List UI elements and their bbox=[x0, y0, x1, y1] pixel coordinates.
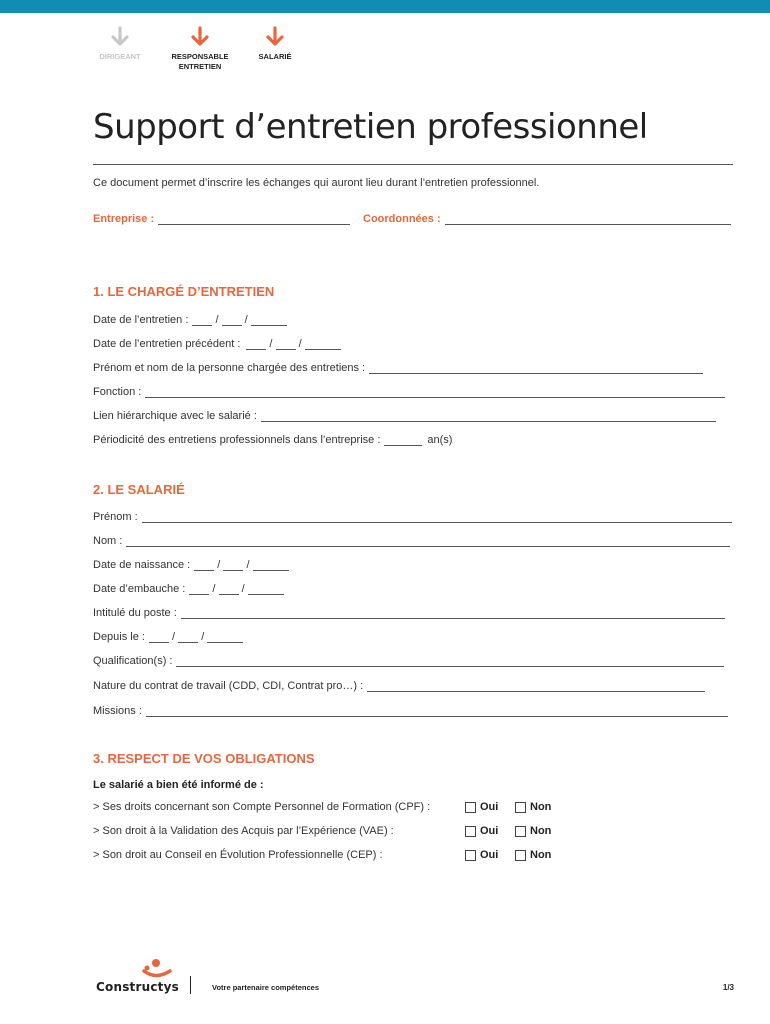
obligation-question: > Son droit au Conseil en Évolution Professionnelle (CEP) : bbox=[93, 849, 383, 861]
oui-checkbox[interactable] bbox=[465, 849, 498, 861]
non-label: Non bbox=[530, 825, 552, 837]
prenom-label: Prénom : bbox=[93, 511, 138, 523]
entreprise-input-line[interactable] bbox=[158, 213, 350, 225]
non-checkbox[interactable] bbox=[515, 801, 551, 813]
checkbox-icon[interactable] bbox=[465, 802, 476, 813]
top-color-bar bbox=[0, 0, 770, 13]
arrow-down-icon bbox=[266, 26, 284, 48]
fonction-field[interactable] bbox=[93, 386, 725, 398]
section1-title: 1. LE CHARGÉ D’ENTRETIEN bbox=[93, 284, 275, 299]
role-label: DIRIGEANT bbox=[99, 52, 141, 61]
date-embauche-input[interactable]: / / bbox=[189, 583, 283, 595]
page-number: 1/3 bbox=[722, 983, 734, 992]
entreprise-field[interactable] bbox=[93, 213, 350, 225]
nom-input-line[interactable] bbox=[126, 535, 730, 547]
periodicite-input-line[interactable] bbox=[384, 435, 422, 446]
qualification-input-line[interactable] bbox=[176, 655, 724, 667]
page-footer bbox=[96, 958, 736, 998]
periodicite-label: Périodicité des entretiens professionnels dans l’entreprise : bbox=[93, 434, 381, 446]
fonction-input-line[interactable] bbox=[145, 386, 725, 398]
nom-field[interactable] bbox=[93, 535, 730, 547]
date-naissance-label: Date de naissance : bbox=[93, 559, 191, 571]
coordonnees-input-line[interactable] bbox=[445, 213, 731, 225]
lien-hierarchique-input-line[interactable] bbox=[261, 410, 716, 422]
depuis-label: Depuis le : bbox=[93, 631, 145, 643]
brand-name: Constructys bbox=[96, 980, 179, 994]
obligation-cep-row bbox=[93, 849, 573, 863]
role-label: RESPONSABLE bbox=[171, 52, 229, 61]
intro-text: Ce document permet d’inscrire les échanges qui auront lieu durant l’entretien professionnel. bbox=[93, 177, 540, 189]
missions-label: Missions : bbox=[93, 705, 142, 717]
checkbox-icon[interactable] bbox=[515, 826, 526, 837]
oui-checkbox[interactable] bbox=[465, 825, 498, 837]
prenom-nom-charge-input-line[interactable] bbox=[369, 362, 703, 374]
depuis-input[interactable]: / / bbox=[149, 631, 243, 643]
entreprise-label: Entreprise : bbox=[93, 213, 155, 225]
checkbox-icon[interactable] bbox=[515, 802, 526, 813]
prenom-field[interactable] bbox=[93, 511, 732, 523]
date-entretien-field[interactable] bbox=[93, 314, 287, 326]
section3-title: 3. RESPECT DE VOS OBLIGATIONS bbox=[93, 751, 315, 766]
logo-figure-icon bbox=[142, 958, 182, 980]
date-precedent-label: Date de l’entretien précédent : bbox=[93, 338, 241, 350]
checkbox-icon[interactable] bbox=[515, 850, 526, 861]
date-embauche-label: Date d’embauche : bbox=[93, 583, 186, 595]
role-responsable bbox=[160, 26, 240, 72]
obligations-intro: Le salarié a bien été informé de : bbox=[93, 779, 264, 791]
periodicite-unit: an(s) bbox=[427, 434, 453, 446]
role-label: SALARIÉ bbox=[258, 52, 292, 61]
lien-hierarchique-label: Lien hiérarchique avec le salarié : bbox=[93, 410, 257, 422]
fonction-label: Fonction : bbox=[93, 386, 142, 398]
arrow-down-icon bbox=[111, 26, 129, 48]
intitule-poste-label: Intitulé du poste : bbox=[93, 607, 177, 619]
date-entretien-label: Date de l’entretien : bbox=[93, 314, 189, 326]
oui-label: Oui bbox=[480, 801, 499, 813]
periodicite-field[interactable] bbox=[93, 434, 452, 446]
nom-label: Nom : bbox=[93, 535, 123, 547]
non-label: Non bbox=[530, 849, 552, 861]
missions-input-line[interactable] bbox=[146, 705, 728, 717]
section2-title: 2. LE SALARIÉ bbox=[93, 482, 185, 497]
qualification-label: Qualification(s) : bbox=[93, 655, 173, 667]
date-naissance-field[interactable] bbox=[93, 559, 289, 571]
brand-tagline: Votre partenaire compétences bbox=[212, 983, 319, 992]
prenom-nom-charge-field[interactable] bbox=[93, 362, 703, 374]
obligation-cpf-row bbox=[93, 801, 573, 815]
nature-contrat-field[interactable] bbox=[93, 680, 705, 692]
non-checkbox[interactable] bbox=[515, 849, 551, 861]
intitule-poste-input-line[interactable] bbox=[181, 607, 725, 619]
date-precedent-input[interactable]: / / bbox=[246, 338, 340, 350]
page-title: Support d’entretien professionnel bbox=[93, 107, 648, 147]
lien-hierarchique-field[interactable] bbox=[93, 410, 716, 422]
oui-label: Oui bbox=[480, 825, 499, 837]
depuis-field[interactable] bbox=[93, 631, 243, 643]
checkbox-icon[interactable] bbox=[465, 826, 476, 837]
prenom-nom-charge-label: Prénom et nom de la personne chargée des entretiens : bbox=[93, 362, 366, 374]
non-checkbox[interactable] bbox=[515, 825, 551, 837]
intitule-poste-field[interactable] bbox=[93, 607, 725, 619]
constructys-logo bbox=[96, 958, 186, 998]
footer-divider bbox=[190, 976, 191, 994]
coordonnees-label: Coordonnées : bbox=[363, 213, 441, 225]
nature-contrat-label: Nature du contrat de travail (CDD, CDI, Contrat pro…) : bbox=[93, 680, 364, 692]
non-label: Non bbox=[530, 801, 552, 813]
date-precedent-field[interactable] bbox=[93, 338, 341, 350]
obligation-question: > Ses droits concernant son Compte Personnel de Formation (CPF) : bbox=[93, 801, 431, 813]
title-divider bbox=[93, 164, 733, 165]
nature-contrat-input-line[interactable] bbox=[367, 680, 705, 692]
obligation-vae-row bbox=[93, 825, 573, 839]
date-naissance-input[interactable]: / / bbox=[194, 559, 288, 571]
missions-field[interactable] bbox=[93, 705, 728, 717]
oui-checkbox[interactable] bbox=[465, 801, 498, 813]
date-entretien-input[interactable]: / / bbox=[192, 314, 286, 326]
qualification-field[interactable] bbox=[93, 655, 724, 667]
checkbox-icon[interactable] bbox=[465, 850, 476, 861]
arrow-down-icon bbox=[191, 26, 209, 48]
prenom-input-line[interactable] bbox=[142, 511, 732, 523]
role-salarie bbox=[240, 26, 310, 62]
role-dirigeant bbox=[80, 26, 160, 62]
role-indicators bbox=[80, 26, 320, 81]
oui-label: Oui bbox=[480, 849, 499, 861]
coordonnees-field[interactable] bbox=[363, 213, 731, 225]
role-label-line2: ENTRETIEN bbox=[178, 62, 222, 71]
date-embauche-field[interactable] bbox=[93, 583, 284, 595]
obligation-question: > Son droit à la Validation des Acquis par l’Expérience (VAE) : bbox=[93, 825, 394, 837]
